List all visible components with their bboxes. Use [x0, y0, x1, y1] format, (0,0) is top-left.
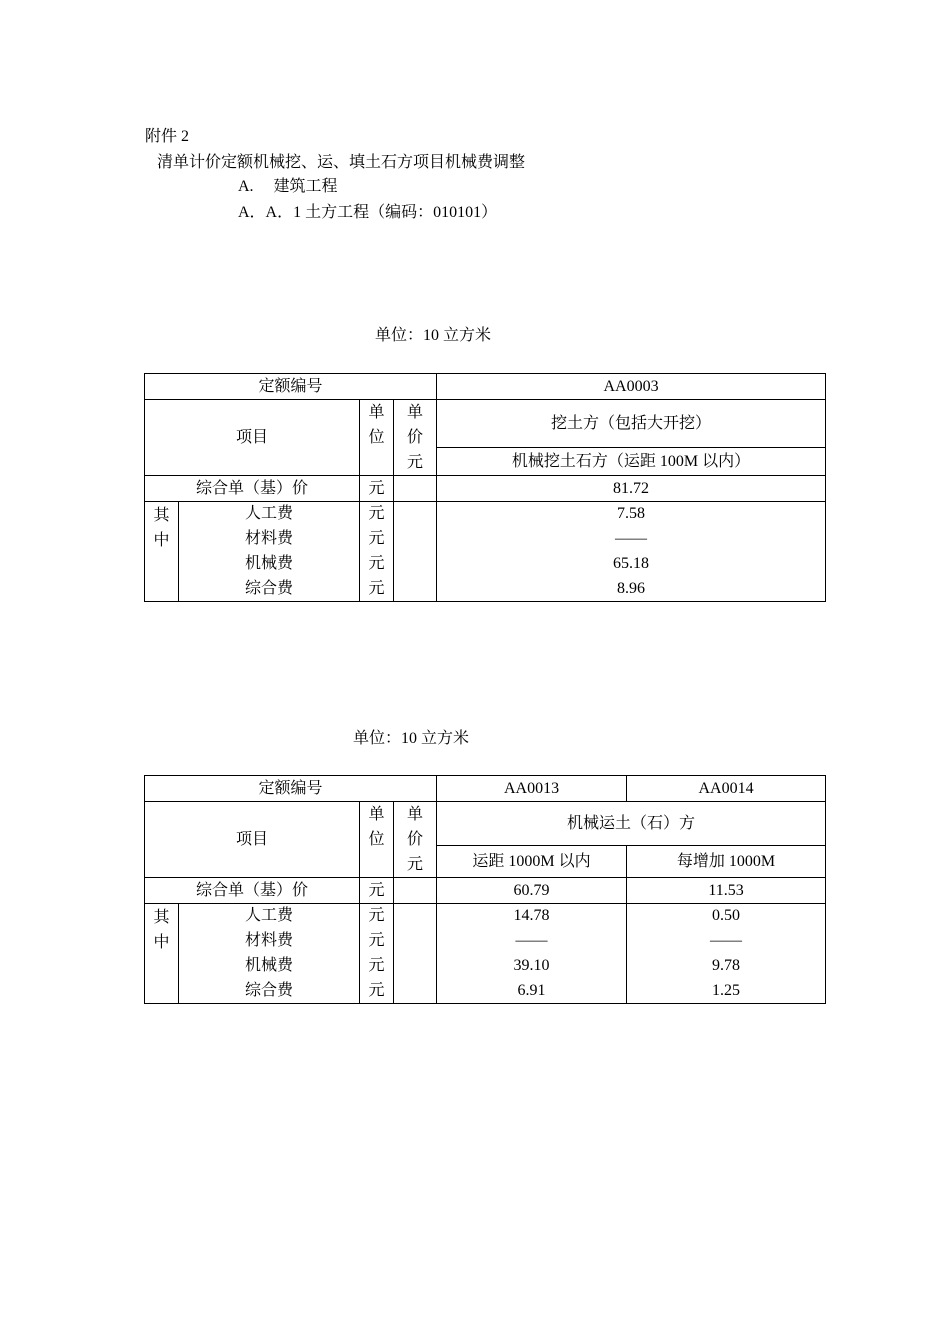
table1-item-header: 项目: [145, 400, 360, 476]
table1-code: AA0003: [437, 374, 826, 400]
table2-total-price: [394, 878, 437, 904]
document-title: 清单计价定额机械挖、运、填土石方项目机械费调整: [157, 154, 526, 171]
table2-desc-main: 机械运土（石）方: [437, 802, 826, 846]
table1-total-label: 综合单（基）价: [145, 476, 360, 502]
attachment-label: 附件 2: [145, 128, 190, 145]
table1-price-header: 单 价 元: [394, 400, 437, 476]
table2-code-header: 定额编号: [145, 776, 437, 802]
table-row-unit: 元: [360, 527, 394, 552]
table-row-value: 8.96: [437, 577, 826, 602]
table2-desc-sub-aa0013: 运距 1000M 以内: [437, 846, 627, 878]
table2-total-unit: 元: [360, 878, 394, 904]
table-row-value: ——: [437, 929, 627, 954]
table-row-label: 人工费: [179, 502, 360, 527]
table1-unit-note: 单位：10 立方米: [375, 327, 492, 344]
table-row-value: ——: [627, 929, 826, 954]
table2-unit-note: 单位：10 立方米: [353, 730, 470, 747]
table2-desc-sub-aa0014: 每增加 1000M: [627, 846, 826, 878]
table1-total-value: 81.72: [437, 476, 826, 502]
table2-item-header: 项目: [145, 802, 360, 878]
table-row-label: 人工费: [179, 904, 360, 929]
table-row-value: 7.58: [437, 502, 826, 527]
table1-total-price: [394, 476, 437, 502]
table1-desc-sub: 机械挖土石方（运距 100M 以内）: [437, 448, 826, 476]
section-a-heading: A. 建筑工程: [238, 178, 338, 195]
table-row-value: ——: [437, 527, 826, 552]
table-row-unit: 元: [360, 552, 394, 577]
table2-code-aa0014: AA0014: [627, 776, 826, 802]
table-row-label: 综合费: [179, 979, 360, 1004]
table1-total-unit: 元: [360, 476, 394, 502]
table2-among-label: 其 中: [145, 904, 179, 1004]
table1: [144, 373, 826, 602]
table-row-value: 6.91: [437, 979, 627, 1004]
table-row-unit: 元: [360, 502, 394, 527]
table2-unit-header: 单 位: [360, 802, 394, 878]
table2-total-value-aa0013: 60.79: [437, 878, 627, 904]
table-row-label: 综合费: [179, 577, 360, 602]
table-row-label: 材料费: [179, 527, 360, 552]
table1-code-header: 定额编号: [145, 374, 437, 400]
table-row-value: 65.18: [437, 552, 826, 577]
table2-price-header: 单 价 元: [394, 802, 437, 878]
table-row-value: 1.25: [627, 979, 826, 1004]
table-row-label: 机械费: [179, 954, 360, 979]
table-row-unit: 元: [360, 904, 394, 929]
table2-total-label: 综合单（基）价: [145, 878, 360, 904]
table-row-value: 0.50: [627, 904, 826, 929]
table2-total-value-aa0014: 11.53: [627, 878, 826, 904]
table-row-unit: 元: [360, 929, 394, 954]
table-row-value: 9.78: [627, 954, 826, 979]
table-row-value: 39.10: [437, 954, 627, 979]
table1-desc-main: 挖土方（包括大开挖）: [437, 400, 826, 448]
section-a1-heading: A．A．1 土方工程（编码：010101）: [238, 204, 498, 221]
table-row-unit: 元: [360, 979, 394, 1004]
table2: [144, 775, 826, 1004]
table1-among-label: 其 中: [145, 502, 179, 602]
table-row-label: 材料费: [179, 929, 360, 954]
table1-unit-header: 单 位: [360, 400, 394, 476]
table-row-label: 机械费: [179, 552, 360, 577]
table2-code-aa0013: AA0013: [437, 776, 627, 802]
table-row-unit: 元: [360, 954, 394, 979]
table-row-value: 14.78: [437, 904, 627, 929]
table-row-unit: 元: [360, 577, 394, 602]
